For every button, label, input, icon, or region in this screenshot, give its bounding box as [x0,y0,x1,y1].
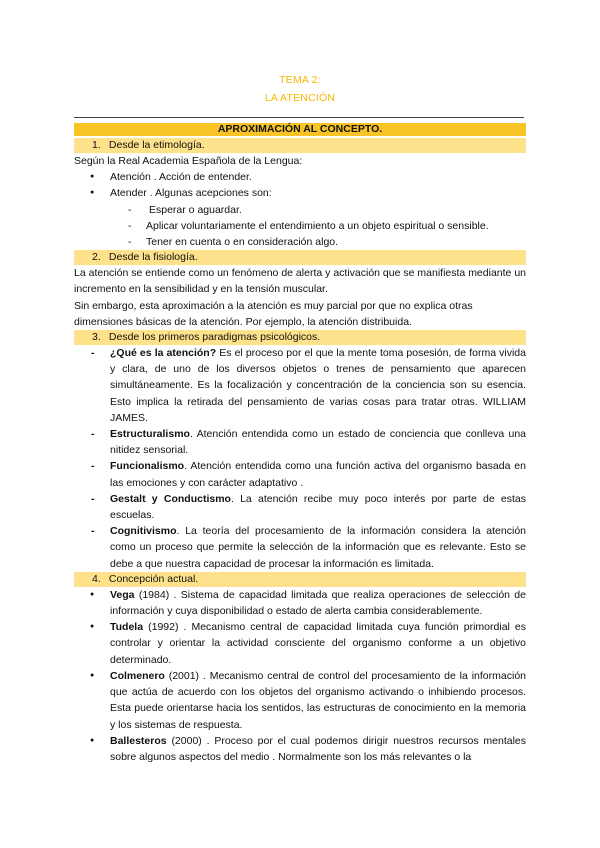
list-item [74,345,526,426]
term-text: Es el proceso por el que la mente toma posesión, de forma vivida y clara, de uno de los diversos objetos o trenes de pensamiento que aparecen simultáneamente. Es la focalización y concentración de la conciencia son su esencia. Esto implica la retirada del pensamiento de varias cosas para tratar otras. WILLIAM JAMES. [110,347,526,424]
term-text: . Atención entendida como una función activa del organismo basada en las emociones y con carácter adaptativo . [110,460,526,489]
section-heading-3 [74,330,526,345]
section-title: Desde los primeros paradigmas psicológicos. [108,331,321,344]
author: Ballesteros [110,734,167,747]
list-item [74,458,526,490]
list-item: ● Atender . Algunas acepciones son: [74,185,526,201]
list-item [74,587,526,619]
author: Colmenero [110,669,165,682]
section-heading-4 [74,572,526,587]
list-item [74,668,526,733]
section-heading-1 [74,138,526,153]
term: Gestalt y Conductismo [110,492,231,505]
document-body [74,123,526,765]
section-title: Desde la fisiología. [108,251,198,264]
section-title: Desde la etimología. [108,139,205,151]
term: Cognitivismo [110,525,177,538]
section-title: Concepción actual. [108,572,199,585]
term-text: . Atención entendida como un estado de conciencia que conlleva una nitidez sensorial. [110,428,526,457]
definition: (2000) . Proceso por el cual podemos dirigir nuestros recursos mentales sobre algunos aspectos del medio . Normalmente son los más relevantes o la [110,734,526,763]
term: Funcionalismo [110,460,185,473]
section-number: 2. [92,251,101,264]
definition: (1992) . Mecanismo central de capacidad limitada cuya función primordial es controlar y orientar la actividad consciente del organismo conforme a un objetivo determinado. [110,621,526,666]
list-item [74,491,526,523]
list-item [74,733,526,765]
topic-number: TEMA 2: [279,74,321,86]
sub-list-item: - Tener en cuenta o en consideración algo. [74,234,526,250]
term-text: . La teoría del procesamiento de la información considera la atención como un proceso que permite la selección de la información que es relevante. Esto se debe a que nuestra capacidad de procesar la información es limitada. [110,525,526,570]
list-item [74,426,526,458]
section-number: 3. [92,331,101,344]
title-divider [74,117,524,118]
dash-list [74,345,526,572]
sub-list-item: - Aplicar voluntariamente el entendimiento a un objeto espiritual o sensible. [74,218,526,234]
section-number: 4. [92,572,101,585]
bullet-list [74,587,526,765]
author: Tudela [110,621,144,634]
list-item: ● Atención . Acción de entender. [74,169,526,185]
section-number: 1. [92,139,101,151]
definition: (1984) . Sistema de capacidad limitada que realiza operaciones de selección de información y cuya disponibilidad o estado de alerta cambia considerablemente. [110,588,526,618]
paragraph: Sin embargo, esta aproximación a la atención es muy parcial por que no explica otras dimensiones básicas de la atención. Por ejemplo, la atención distribuida. [74,299,473,328]
sub-list-item: - Esperar o aguardar. [74,202,526,218]
term: Estructuralismo [110,428,190,441]
bullet-list [74,169,526,250]
term-text: . La atención recibe muy poco interés por parte de estas escuelas. [110,492,526,522]
author: Vega [110,588,135,601]
section-heading-2 [74,250,526,265]
definition: (2001) . Mecanismo central de control del procesamiento de la información que actúa de acuerdo con los objetos del organismo activando o inhibiendo procesos. Esta puede orientarse hacia los sentidos, las estructuras de conocimiento en la memoria y los sistemas de respuesta. [110,669,526,731]
term: ¿Qué es la atención? [110,347,217,360]
section-banner: APROXIMACIÓN AL CONCEPTO. [74,123,526,136]
paragraph: Según la Real Academia Española de la Lengua: [74,155,303,167]
list-item [74,619,526,668]
page-title: LA ATENCIÓN [264,92,336,104]
list-item [74,523,526,572]
paragraph: La atención se entiende como un fenómeno de alerta y activación que se manifiesta mediante un incremento en la sensibilidad y en la tensión muscular. [74,267,526,296]
